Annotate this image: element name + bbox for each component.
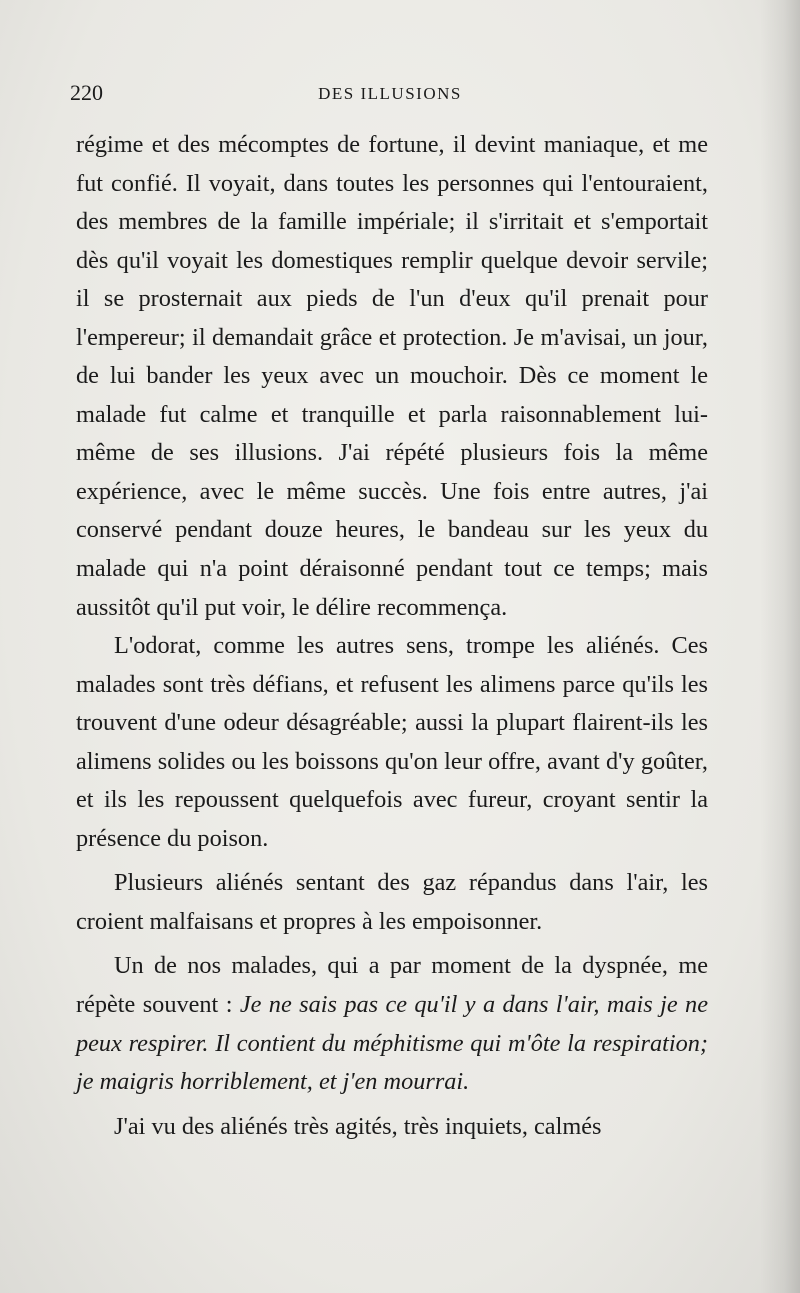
paragraph-4-roman: Un de nos malades, qui a par moment de la dyspnée, me répète souvent : — [76, 952, 708, 1019]
paragraph-1: régime et des mécomptes de fortune, il devint maniaque, et me fut confié. Il voyait, dans toutes les personnes qui l'entouraient, des membres de la famille impériale; il s'irritait et s'emportait dès qu'il voyait les domestiques remplir quelque devoir servile; il se prosternait aux pieds de l'un d'eux qu'il prenait pour l'empereur; il demandait grâce et protection. Je m'avisai, un jour, de lui bander les yeux avec un mouchoir. Dès ce moment le malade fut calme et tranquille et parla raisonnablement lui-même de ses illusions. J'ai répété plusieurs fois la même expérience, avec le même succès. Une fois entre autres, j'ai conservé pendant douze heures, le bandeau sur les yeux du malade qui n'a point déraisonné pendant tout ce temps; mais aussitôt qu'il put voir, le délire recommença. — [76, 131, 708, 621]
running-head: DES ILLUSIONS — [318, 84, 462, 103]
page-number: 220 — [70, 80, 103, 105]
body-text — [76, 126, 708, 1146]
page-header — [70, 80, 710, 112]
gutter-shadow — [760, 0, 800, 1293]
paragraph-4-italic-quote: Je ne sais pas ce qu'il y a dans l'air, mais je ne peux respirer. Il contient du méphitisme qui m'ôte la respiration; je maigris horriblement, et j'en mourrai. — [76, 991, 708, 1096]
paragraph-5: J'ai vu des aliénés très agités, très inquiets, calmés — [114, 1112, 602, 1140]
paragraph-3: Plusieurs aliénés sentant des gaz répandus dans l'air, les croient malfaisans et propres à les empoisonner. — [76, 869, 708, 935]
paragraph-4 — [76, 947, 708, 1101]
paragraph-2: L'odorat, comme les autres sens, trompe les aliénés. Ces malades sont très défians, et refusent les alimens parce qu'ils les trouvent d'une odeur désagréable; aussi la plupart flairent-ils les alimens solides ou les boissons qu'on leur offre, avant d'y goûter, et ils les repoussent quelquefois avec fureur, croyant sentir la présence du poison. — [76, 632, 708, 852]
